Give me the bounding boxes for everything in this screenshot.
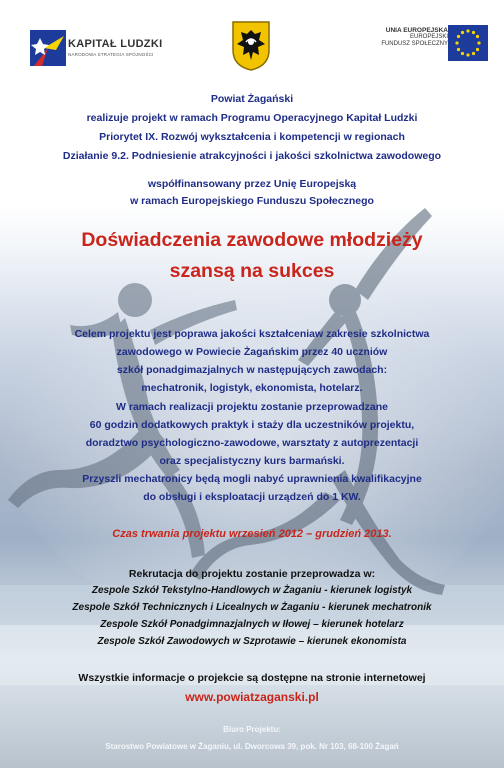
recruitment-school-2: Zespole Szkół Technicznych i Licealnych w Żaganiu - kierunek mechatronik [72, 602, 432, 613]
intro-line-3: Priorytet IX. Rozwój wykształcenia i kompetencji w regionach [99, 131, 405, 143]
description-line-2: zawodowego w Powiecie Żagańskim przez 40 uczniów [116, 346, 388, 358]
recruitment-school-1: Zespole Szkół Tekstylno-Handlowych w Żaganiu - kierunek logistyk [91, 585, 413, 596]
eu-logo [360, 25, 488, 65]
recruitment-heading: Rekrutacja do projektu zostanie przeprowadza w: [128, 568, 376, 580]
intro-line-1: Powiat Żagański [210, 93, 294, 105]
headline-line-1: Doświadczenia zawodowe młodzieży [81, 229, 423, 251]
footer-label: Biuro Projektu: [223, 725, 281, 734]
description-line-3: szkół ponadgimazjalnych w następujących zawodach: [116, 364, 388, 376]
description-line-8: oraz specjalistyczny kurs barmański. [159, 455, 345, 467]
description-line-4: mechatronik, logistyk, ekonomista, hotelarz. [141, 382, 363, 394]
description-line-6: 60 godzin dodatkowych praktyk i staży dla uczestników projektu, [89, 419, 415, 431]
description-line-1: Celem projektu jest poprawa jakości kształceniaw zakresie szkolnictwa [74, 328, 430, 340]
cofinance-line-1: współfinansowany przez Unię Europejską [147, 178, 357, 190]
eu-logo-text [381, 27, 448, 48]
recruitment-school-4: Zespole Szkół Zawodowych w Szprotawie – kierunek ekonomista [97, 636, 407, 647]
kapital-ludzki-logo [28, 28, 168, 70]
description-line-9: Przyszli mechatronicy będą mogli nabyć uprawnienia kwalifikacyjne [82, 473, 422, 485]
project-duration: Czas trwania projektu wrzesień 2012 – grudzień 2013. [112, 528, 392, 540]
headline-line-2: szansą na sukces [169, 260, 335, 282]
kapital-ludzki-star-icon [28, 28, 68, 68]
description-line-10: do obsługi i eksploatacji urządzeń do 1 KW. [143, 491, 361, 503]
cofinance-line-2: w ramach Europejskiego Funduszu Społecznego [130, 195, 374, 207]
eu-line3: FUNDUSZ SPOŁECZNY [381, 41, 448, 47]
intro-line-4: Działanie 9.2. Podniesienie atrakcyjności i jakości szkolnictwa zawodowego [62, 150, 442, 162]
kapital-ludzki-title: KAPITAŁ LUDZKI [68, 38, 163, 50]
info-text: Wszystkie informacje o projekcie są dostępne na stronie internetowej [78, 672, 426, 684]
eu-flag-icon [448, 25, 488, 61]
coat-of-arms-icon [231, 20, 271, 72]
eu-line1: UNIA EUROPEJSKA [385, 27, 448, 34]
website-link[interactable]: www.powiatzaganski.pl [185, 690, 319, 704]
recruitment-school-3: Zespole Szkół Ponadgimnazjalnych w Iłowej – kierunek hotelarz [100, 619, 404, 630]
description-line-7: doradztwo psychologiczno-zawodowe, warsztaty z autoprezentacji [85, 437, 419, 449]
logo-row [0, 0, 504, 90]
footer-address: Starostwo Powiatowe w Żaganiu, ul. Dworcowa 39, pok. Nr 103, 68-100 Żagań [105, 742, 399, 751]
intro-line-2: realizuje projekt w ramach Programu Operacyjnego Kapitał Ludzki [86, 112, 418, 124]
description-line-5: W ramach realizacji projektu zostanie przeprowadzane [116, 401, 388, 413]
kapital-ludzki-subtitle: NARODOWA STRATEGIA SPÓJNOŚCI [68, 52, 154, 57]
eu-line2: EUROPEJSKI [409, 34, 448, 40]
